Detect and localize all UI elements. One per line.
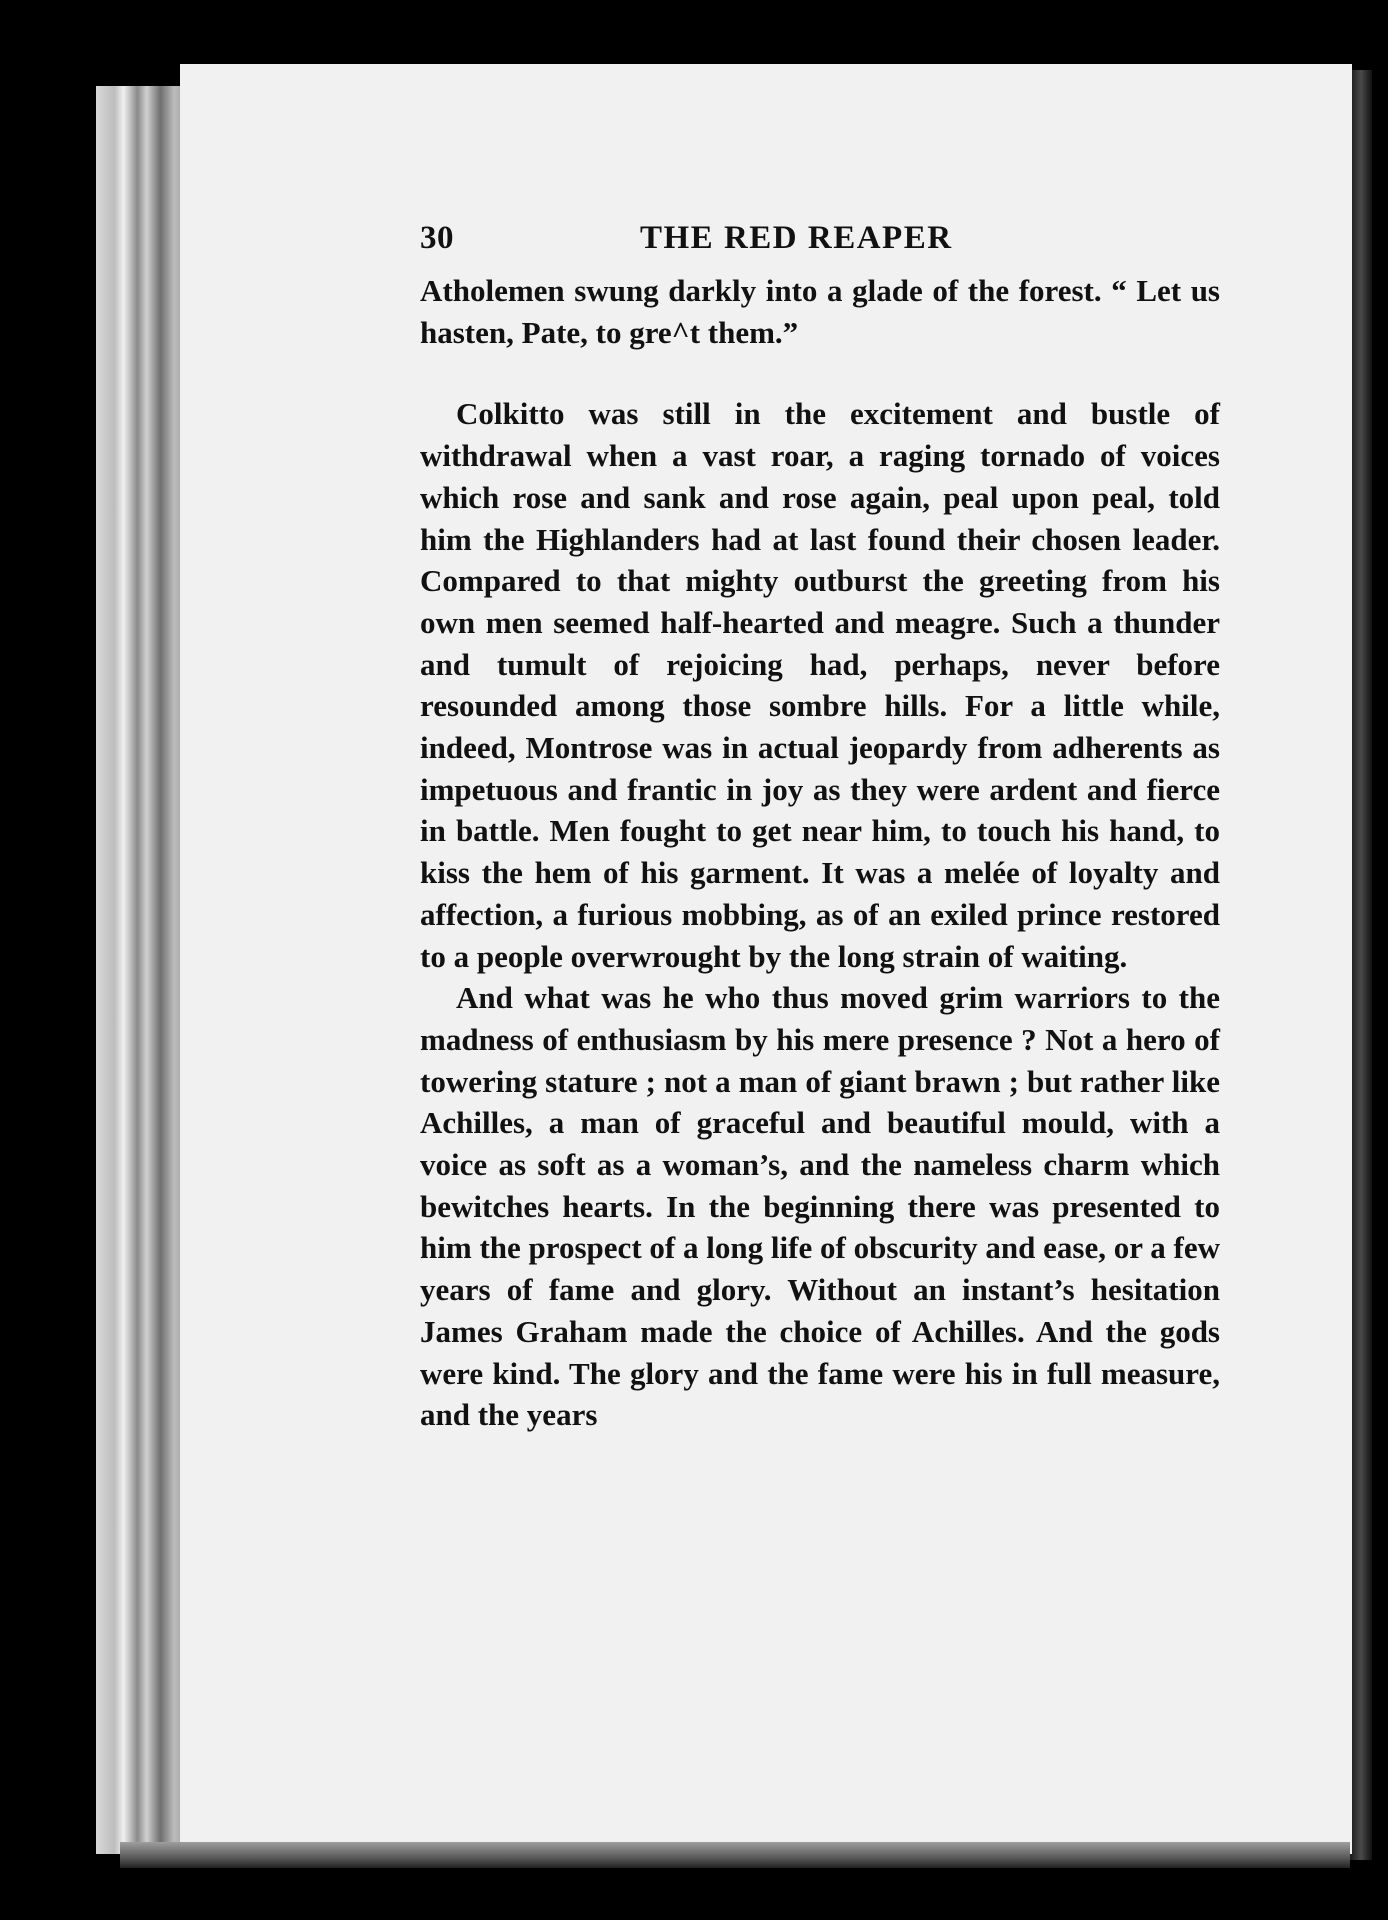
page-text-block	[420, 210, 1220, 1436]
page-number: 30	[420, 220, 454, 256]
bottom-page-edge	[120, 1842, 1350, 1868]
paragraph-2: Colkitto was still in the excitement and bustle of withdrawal when a vast roar, a raging tornado of voices which rose and sank and rose again, peal upon peal, told him the Highlanders had at last found their chosen leader. Compared to that mighty outburst the greeting from his own men seemed half-hearted and meagre. Such a thunder and tumult of rejoicing had, perhaps, never before resounded among those sombre hills. For a little while, indeed, Montrose was in actual jeopardy from adherents as impetuous and frantic in joy as they were ardent and fierce in battle. Men fought to get near him, to touch his hand, to kiss the hem of his garment. It was a melée of loyalty and affection, a furious mobbing, as of an exiled prince restored to a people overwrought by the long strain of waiting.	[420, 396, 1220, 974]
book-binding-edge	[96, 86, 188, 1854]
running-title: THE RED REAPER	[640, 220, 953, 256]
paragraph-3: And what was he who thus moved grim warriors to the madness of enthusiasm by his mere presence ? Not a hero of towering stature ; not a man of giant brawn ; but rather like Achilles, a man of graceful and beautiful mould, with a voice as soft as a woman’s, and the nameless charm which bewitches hearts. In the beginning there was presented to him the prospect of a long life of obscurity and ease, or a few years of fame and glory. Without an instant’s hesitation James Graham made the choice of Achilles. And the gods were kind. The glory and the fame were his in full measure, and the years	[420, 980, 1220, 1433]
running-head	[420, 210, 1220, 270]
right-page-edge	[1350, 70, 1372, 1860]
paragraph-1: Atholemen swung darkly into a glade of the forest. “ Let us hasten, Pate, to gre^t them.”	[420, 273, 1220, 350]
